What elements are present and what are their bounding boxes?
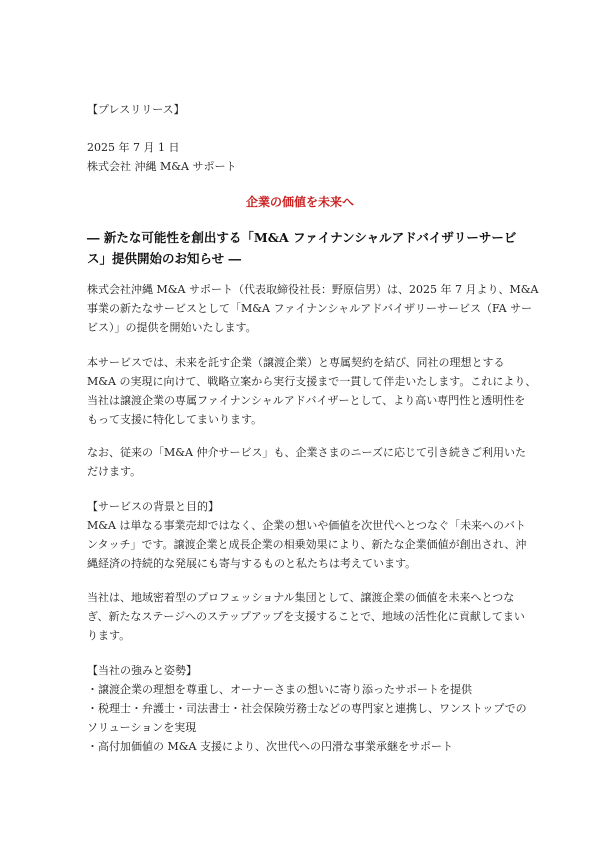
subtitle-line: ス」提供開始のお知らせ ― (87, 251, 241, 266)
regional-paragraph (87, 588, 525, 645)
service-description-paragraph (87, 353, 537, 429)
release-label: 【プレスリリース】 (87, 103, 185, 116)
paragraph-line: 事業の新たなサービスとして「M&A ファイナンシャルアドバイザリーサービス（FA サー (87, 302, 533, 315)
strengths-list (87, 680, 527, 756)
paragraph-line: M&A は単なる事業売却ではなく、企業の想いや価値を次世代へとつなぐ「未来へのバト (87, 519, 526, 532)
background-paragraph (87, 516, 527, 573)
intro-paragraph (87, 280, 539, 337)
paragraph-line: ンタッチ」です。譲渡企業と成長企業の相乗効果により、新たな企業価値が創出され、沖 (87, 538, 527, 551)
list-item: ・高付加価値の M&A 支援により、次世代への円滑な事業承継をサポート (87, 740, 453, 753)
list-item: ・譲渡企業の理想を尊重し、オーナーさまの想いに寄り添ったサポートを提供 (87, 683, 472, 696)
paragraph-line: なお、従来の「M&A 仲介サービス」も、企業さまのニーズに応じて引き続きご利用いた (87, 446, 526, 459)
paragraph-line: 本サービスでは、未来を託す企業（譲渡企業）と専属契約を結び、同社の理想とする (87, 356, 505, 369)
document-subtitle (87, 227, 521, 269)
section-heading-strengths: 【当社の強みと姿勢】 (87, 664, 197, 677)
document-title: 企業の価値を未来へ (245, 195, 354, 209)
paragraph-line: ぎ、新たなステージへのステップアップを支援することで、地域の活性化に貢献してまい (87, 610, 525, 623)
paragraph-line: M&A の実現に向けて、戦略立案から実行支援まで一貫して伴走いたします。これにより、 (87, 375, 537, 388)
paragraph-line: もって支援に特化してまいります。 (87, 413, 263, 426)
paragraph-line: ビス）」の提供を開始いたします。 (87, 321, 257, 334)
paragraph-line: ります。 (87, 629, 131, 642)
list-item: ・税理士・弁護士・司法書士・社会保険労務士などの専門家と連携し、ワンストップでの (87, 702, 527, 715)
paragraph-line: 当社は譲渡企業の専属ファイナンシャルアドバイザーとして、より高い専門性と透明性を (87, 394, 526, 407)
paragraph-line: だけます。 (87, 465, 142, 478)
paragraph-line: 当社は、地域密着型のプロフェッショナル集団として、譲渡企業の価値を未来へとつな (87, 591, 515, 604)
list-item: ソリューションを実現 (87, 721, 197, 734)
subtitle-line: ― 新たな可能性を創出する「M&A ファイナンシャルアドバイザリーサービ (87, 230, 517, 245)
existing-service-paragraph (87, 443, 526, 481)
section-heading-background: 【サービスの背景と目的】 (87, 500, 219, 513)
paragraph-line: 株式会社沖縄 M&A サポート（代表取締役社長：野原信男）は、2025 年 7 月より、M&A (87, 283, 539, 296)
company-name: 株式会社 沖縄 M&A サポート (87, 160, 237, 173)
release-date: 2025 年 7 月 1 日 (87, 141, 180, 154)
paragraph-line: 縄経済の持続的な発展にも寄与するものと私たちは考えています。 (87, 557, 417, 570)
